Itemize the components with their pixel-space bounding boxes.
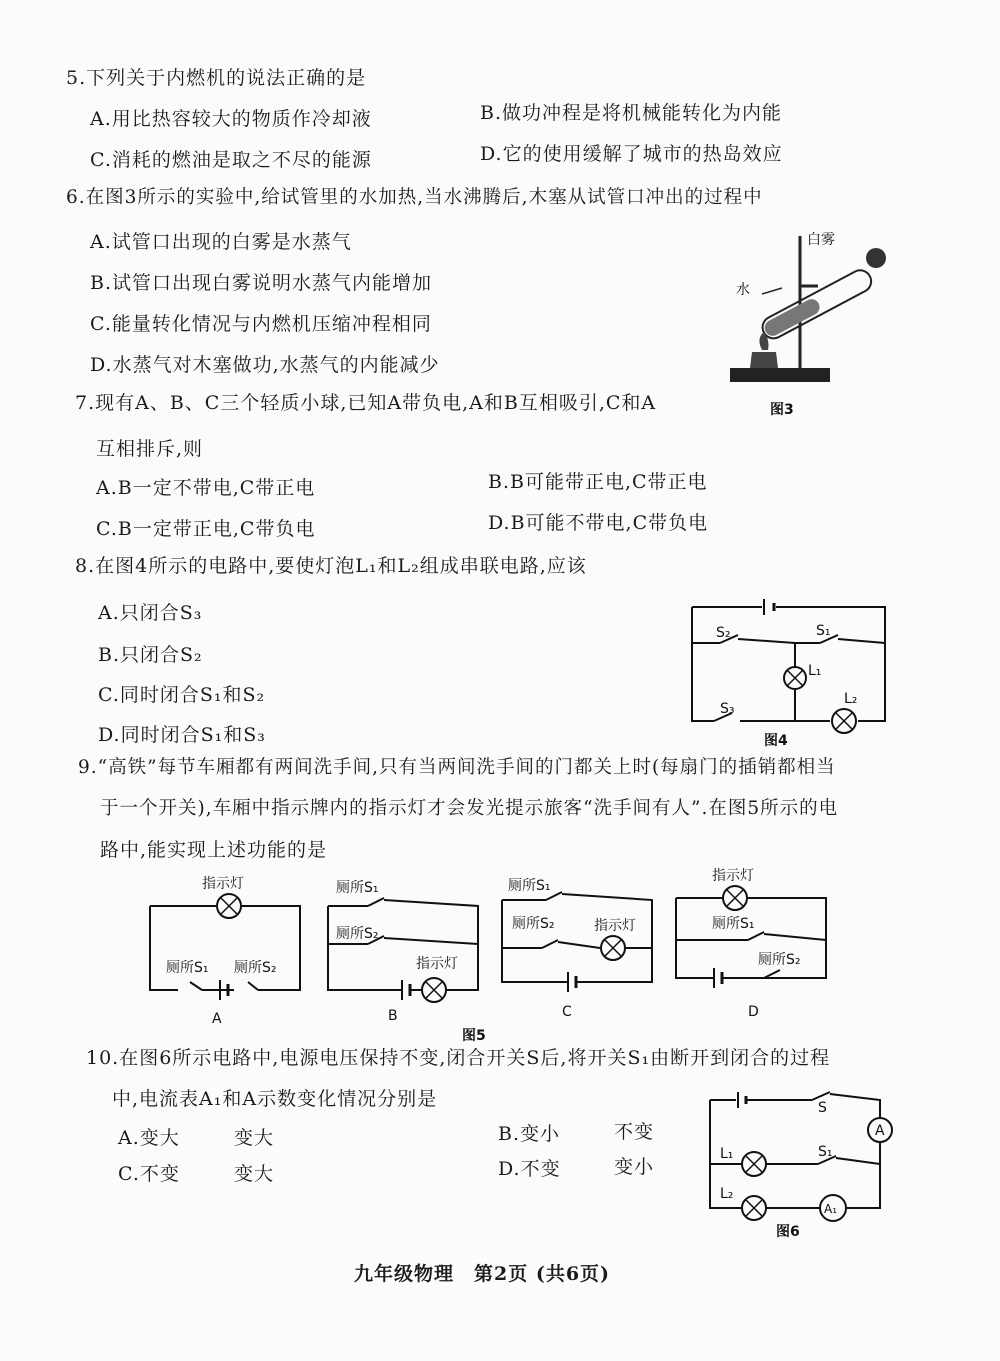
q8-option-b: B.只闭合S₂	[98, 644, 203, 666]
q10-option-c: C.不变	[118, 1163, 180, 1185]
q10-option-d-second: 变小	[614, 1156, 655, 1178]
figure-3-caption: 图3	[770, 402, 794, 418]
b-indicator-label: 指示灯	[416, 956, 458, 972]
ammeter-a	[868, 1118, 892, 1142]
label-c: C	[562, 1004, 572, 1020]
q10-option-c-second: 变大	[234, 1163, 275, 1185]
d-indicator-label: 指示灯	[712, 868, 754, 884]
label-l1: L₁	[720, 1146, 734, 1162]
q7-option-a: A.B一定不带电,C带正电	[96, 477, 316, 499]
figure-6-circuit	[700, 1088, 900, 1246]
label-water: 水	[736, 282, 750, 298]
switch-s	[812, 1092, 830, 1100]
q10-option-a: A.变大	[118, 1127, 180, 1149]
d-toilet-s1-label: 厕所S₁	[712, 916, 755, 932]
a-indicator-label: 指示灯	[202, 876, 244, 892]
label-s3: S₃	[720, 701, 735, 717]
lamp-l1	[742, 1152, 766, 1176]
q6-option-b: B.试管口出现白雾说明水蒸气内能增加	[90, 272, 433, 294]
a-toilet-s2-label: 厕所S₂	[234, 960, 277, 976]
q9-stem-line1: 9.“高铁”每节车厢都有两间洗手间,只有当两间洗手间的门都关上时(每扇门的插销都相当	[78, 757, 836, 778]
label-d: D	[748, 1004, 759, 1020]
q7-stem-line1: 7.现有A、B、C三个轻质小球,已知A带负电,A和B互相吸引,C和A	[75, 392, 657, 414]
q7-stem-line2: 互相排斥,则	[96, 438, 204, 460]
q6-option-c: C.能量转化情况与内燃机压缩冲程相同	[90, 313, 432, 335]
q5-stem: 5.下列关于内燃机的说法正确的是	[66, 67, 367, 89]
figure-5-circuits	[140, 866, 840, 1046]
q5-option-c: C.消耗的燃油是取之不尽的能源	[90, 149, 372, 171]
svg-text:A: A	[875, 1123, 885, 1139]
circuit-d	[676, 867, 826, 1020]
q6-option-d: D.水蒸气对木塞做功,水蒸气的内能减少	[90, 354, 440, 376]
label-mist: 白雾	[807, 232, 835, 248]
figure-3-test-tube-apparatus	[722, 228, 912, 420]
q9-stem-line3: 路中,能实现上述功能的是	[100, 839, 328, 861]
q6-stem: 6.在图3所示的实验中,给试管里的水加热,当水沸腾后,木塞从试管口冲出的过程中	[66, 187, 763, 208]
b-toilet-s1-label: 厕所S₁	[336, 880, 379, 896]
page-footer: 九年级物理 第2页 (共6页)	[354, 1263, 611, 1285]
q8-option-c: C.同时闭合S₁和S₂	[98, 684, 266, 706]
q10-option-a-second: 变大	[234, 1127, 275, 1149]
q5-option-d: D.它的使用缓解了城市的热岛效应	[480, 143, 783, 165]
stand-base	[730, 368, 830, 382]
q5-option-b: B.做功冲程是将机械能转化为内能	[480, 102, 783, 124]
q10-stem-line2: 中,电流表A₁和A示数变化情况分别是	[112, 1088, 438, 1110]
a-toilet-s1-label: 厕所S₁	[166, 960, 209, 976]
q10-option-b: B.变小	[498, 1123, 561, 1145]
figure-4-circuit	[680, 595, 895, 755]
label-s2: S₂	[716, 625, 731, 641]
c-toilet-s1-label: 厕所S₁	[508, 878, 551, 894]
q8-stem: 8.在图4所示的电路中,要使灯泡L₁和L₂组成串联电路,应该	[75, 555, 587, 577]
label-s: S	[818, 1100, 827, 1116]
label-s1: S₁	[818, 1144, 833, 1160]
circuit-a	[150, 875, 300, 1027]
lamp-l2	[742, 1196, 766, 1220]
lamp-l1	[784, 667, 806, 689]
q8-option-d: D.同时闭合S₁和S₃	[98, 724, 266, 746]
label-a: A	[212, 1011, 222, 1027]
figure-5-caption: 图5	[462, 1028, 486, 1044]
q10-option-d: D.不变	[498, 1158, 561, 1180]
q7-option-b: B.B可能带正电,C带正电	[488, 471, 708, 493]
label-l1: L₁	[808, 663, 822, 679]
q10-option-b-second: 不变	[614, 1121, 655, 1143]
c-toilet-s2-label: 厕所S₂	[512, 916, 555, 932]
ammeter-a1	[820, 1195, 846, 1221]
label-l2: L₂	[844, 691, 858, 707]
alcohol-lamp	[750, 352, 778, 368]
label-b: B	[388, 1008, 398, 1024]
q8-option-a: A.只闭合S₃	[98, 602, 203, 624]
q9-stem-line2: 于一个开关),车厢中指示牌内的指示灯才会发光提示旅客“洗手间有人”.在图5所示的电	[100, 798, 839, 819]
q10-stem-line1: 10.在图6所示电路中,电源电压保持不变,闭合开关S后,将开关S₁由断开到闭合的过程	[86, 1047, 831, 1069]
c-indicator-label: 指示灯	[594, 918, 636, 934]
figure-4-caption: 图4	[764, 733, 788, 749]
circuit-b	[328, 880, 478, 1024]
q7-option-d: D.B可能不带电,C带负电	[488, 512, 709, 534]
water-in-tube	[762, 296, 822, 338]
b-toilet-s2-label: 厕所S₂	[336, 926, 379, 942]
circuit-c	[502, 878, 652, 1020]
label-l2: L₂	[720, 1186, 734, 1202]
lamp-l2	[832, 709, 856, 733]
label-s1: S₁	[816, 623, 831, 639]
svg-text:A₁: A₁	[824, 1202, 838, 1216]
q7-option-c: C.B一定带正电,C带负电	[96, 518, 316, 540]
flame	[759, 332, 768, 350]
q6-option-a: A.试管口出现的白雾是水蒸气	[90, 231, 352, 253]
cork-and-mist	[866, 248, 886, 268]
figure-6-caption: 图6	[776, 1224, 800, 1240]
d-toilet-s2-label: 厕所S₂	[758, 952, 801, 968]
q5-option-a: A.用比热容较大的物质作冷却液	[90, 108, 372, 130]
